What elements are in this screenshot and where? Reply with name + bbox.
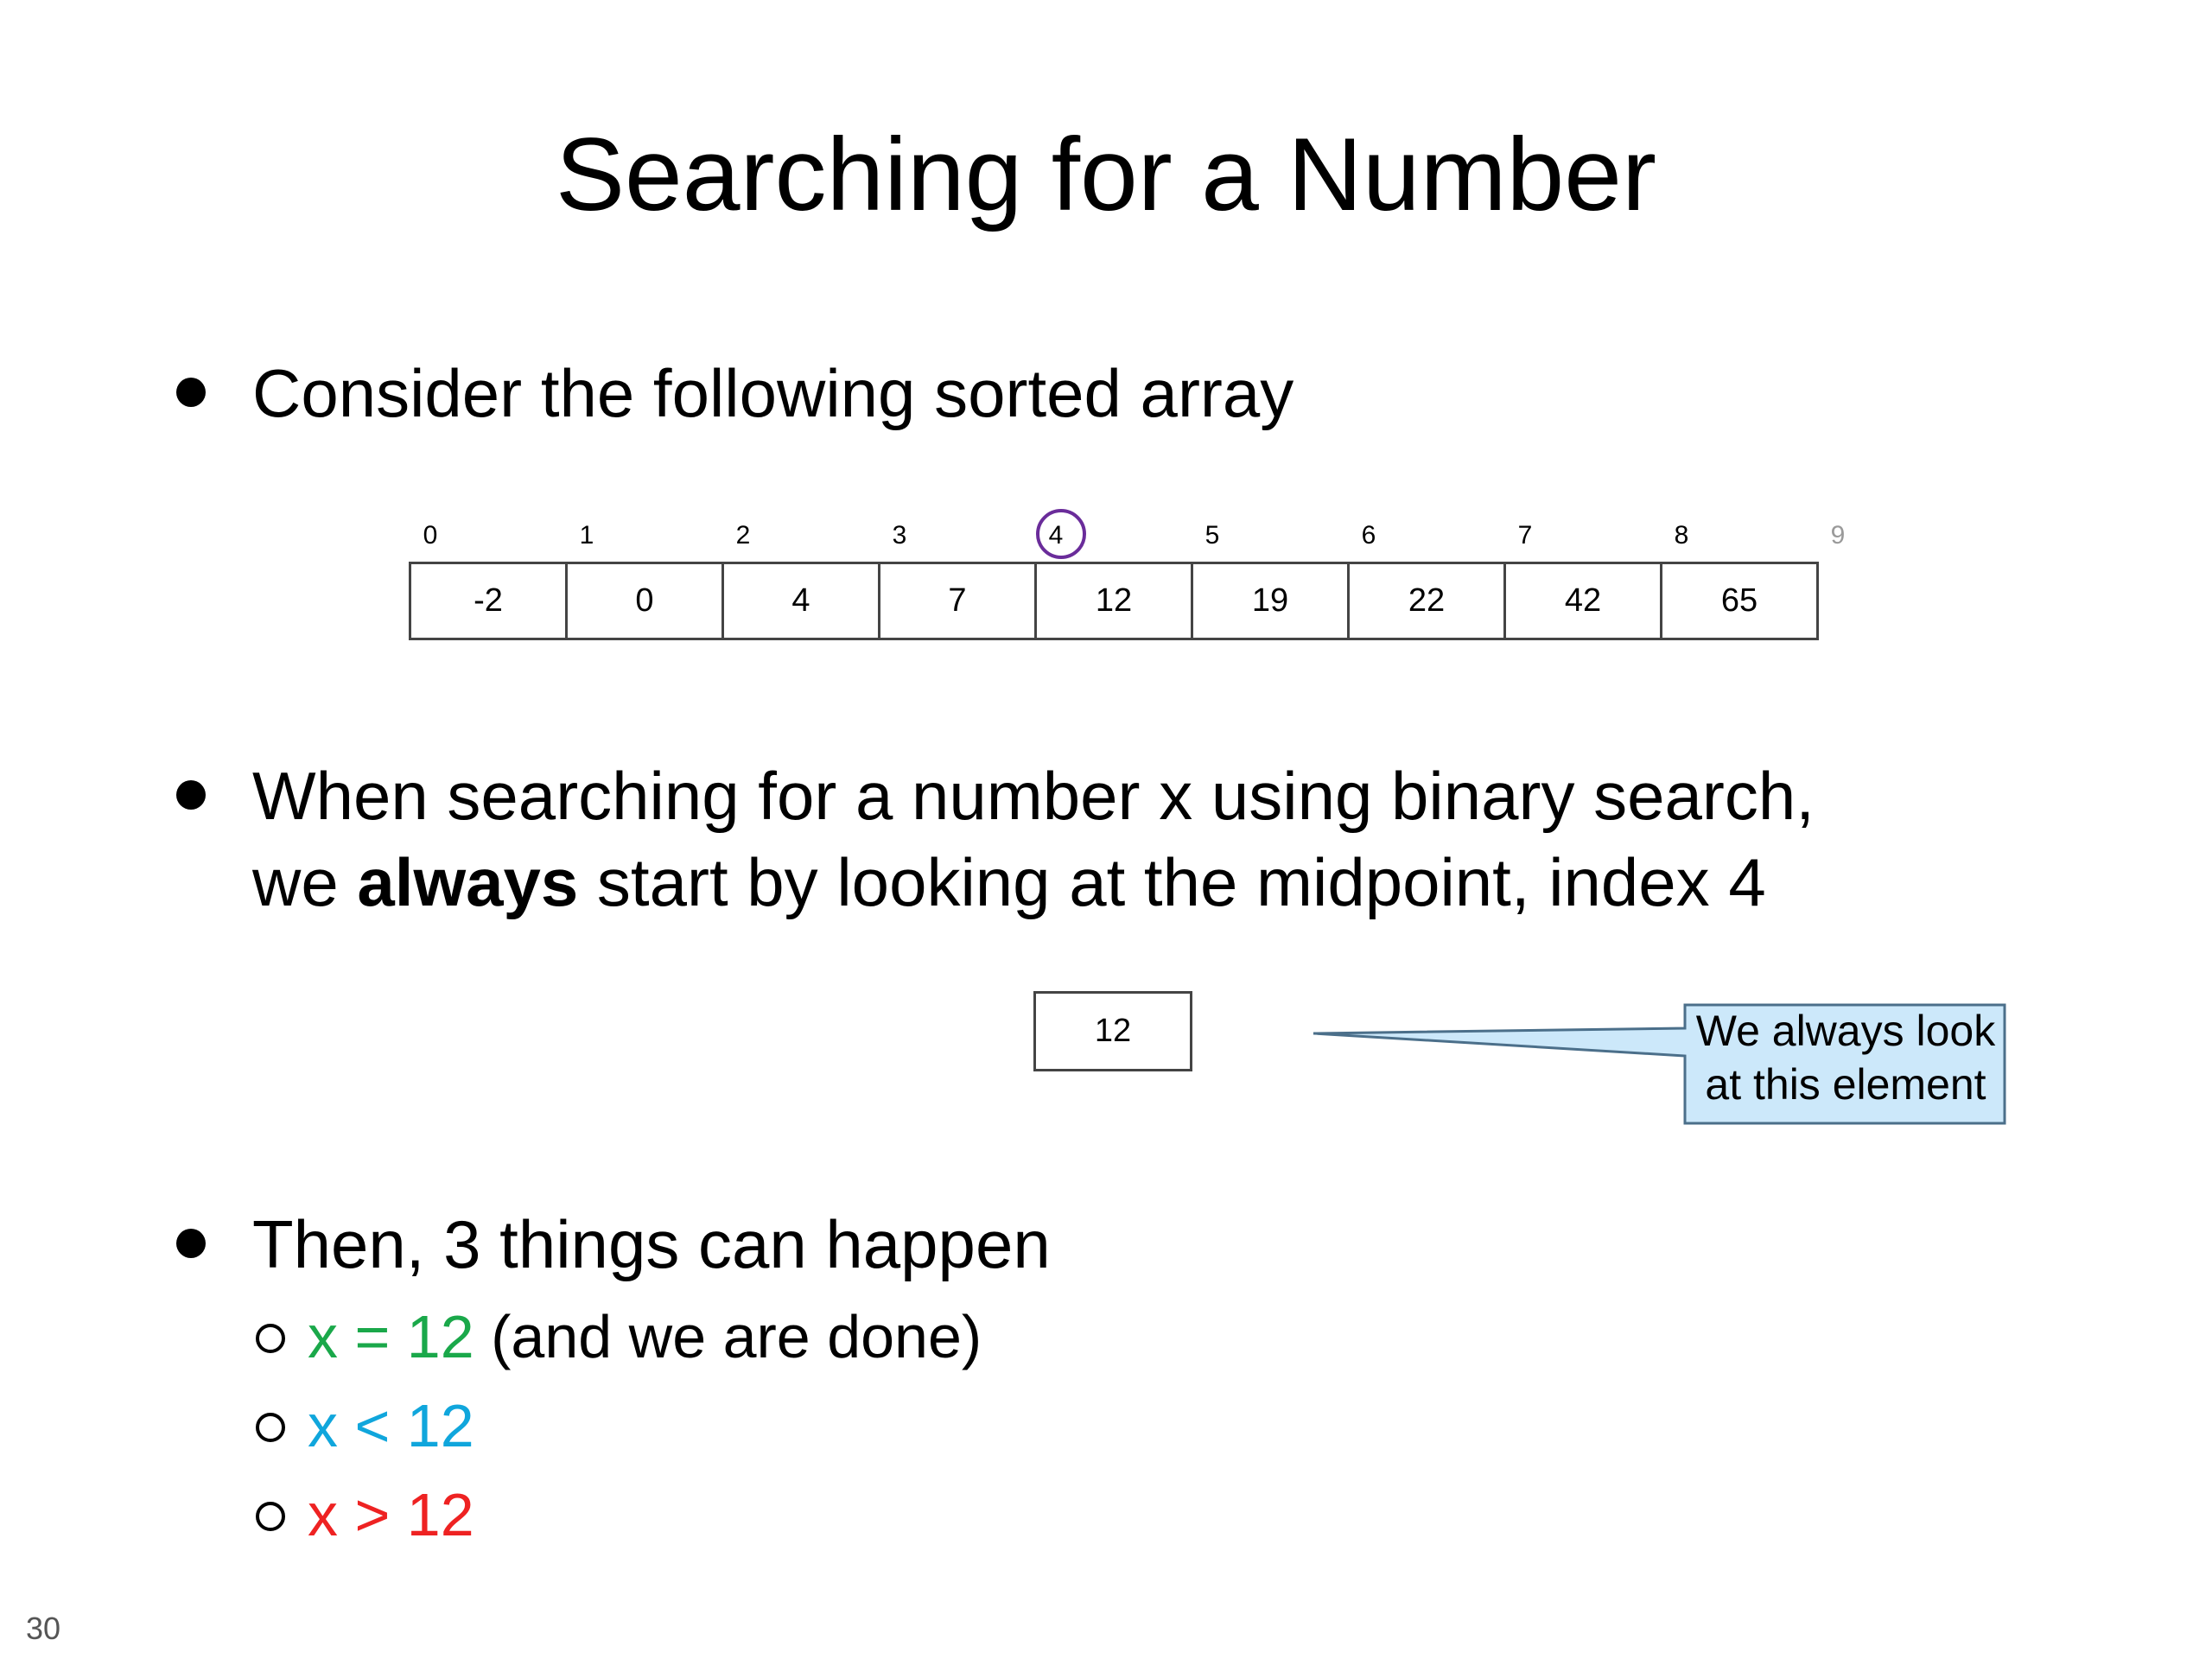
array-index: 5 [1205,521,1220,550]
array-cell: 19 [1193,564,1350,638]
hollow-bullet-icon [256,1502,285,1531]
array-index: 2 [735,521,751,550]
array-cell: 0 [568,564,724,638]
array-index-out-of-bounds: 9 [1830,521,1846,550]
array-cell: 7 [880,564,1037,638]
array-cell: 65 [1662,564,1819,638]
array-index: 6 [1361,521,1376,550]
callout-text [1687,1004,2005,1111]
array-cell-midpoint: 12 [1037,564,1193,638]
case-less-than [256,1387,474,1465]
array-index: 7 [1517,521,1533,550]
array-index: 1 [579,521,594,550]
line2-suffix: start by looking at the midpoint, index 4 [578,844,1766,920]
emphasis-always: always [357,844,579,920]
hollow-bullet-icon [256,1324,285,1353]
array-cell: 22 [1350,564,1506,638]
bullet-consider-text: Consider the following sorted array [252,355,1294,431]
array-index: 3 [892,521,907,550]
bullet-three-things: Then, 3 things can happen [252,1206,1051,1282]
bullet-binary-search-line1: When searching for a number x using binary search, [252,758,1815,834]
bullet-dot [176,1229,206,1258]
case-condition: x < 12 [308,1392,474,1459]
line2-prefix: we [252,844,358,920]
array-cell: 42 [1506,564,1662,638]
midpoint-value-box: 12 [1033,991,1192,1071]
hollow-bullet-icon [256,1413,285,1442]
callout-line: at this element [1705,1060,1986,1109]
page-number: 30 [26,1611,61,1646]
case-condition: x = 12 [308,1303,474,1370]
case-greater-than [256,1476,474,1554]
array-index-midpoint: 4 [1048,521,1064,550]
array-index: 0 [423,521,438,550]
array-index: 8 [1674,521,1689,550]
case-condition: x > 12 [308,1481,474,1548]
callout-line: We always look [1695,1007,1996,1055]
slide-title: Searching for a Number [556,117,1656,232]
array-cell: -2 [411,564,568,638]
array-cell: 4 [724,564,880,638]
case-equal [256,1298,982,1376]
case-suffix: (and we are done) [474,1303,982,1370]
